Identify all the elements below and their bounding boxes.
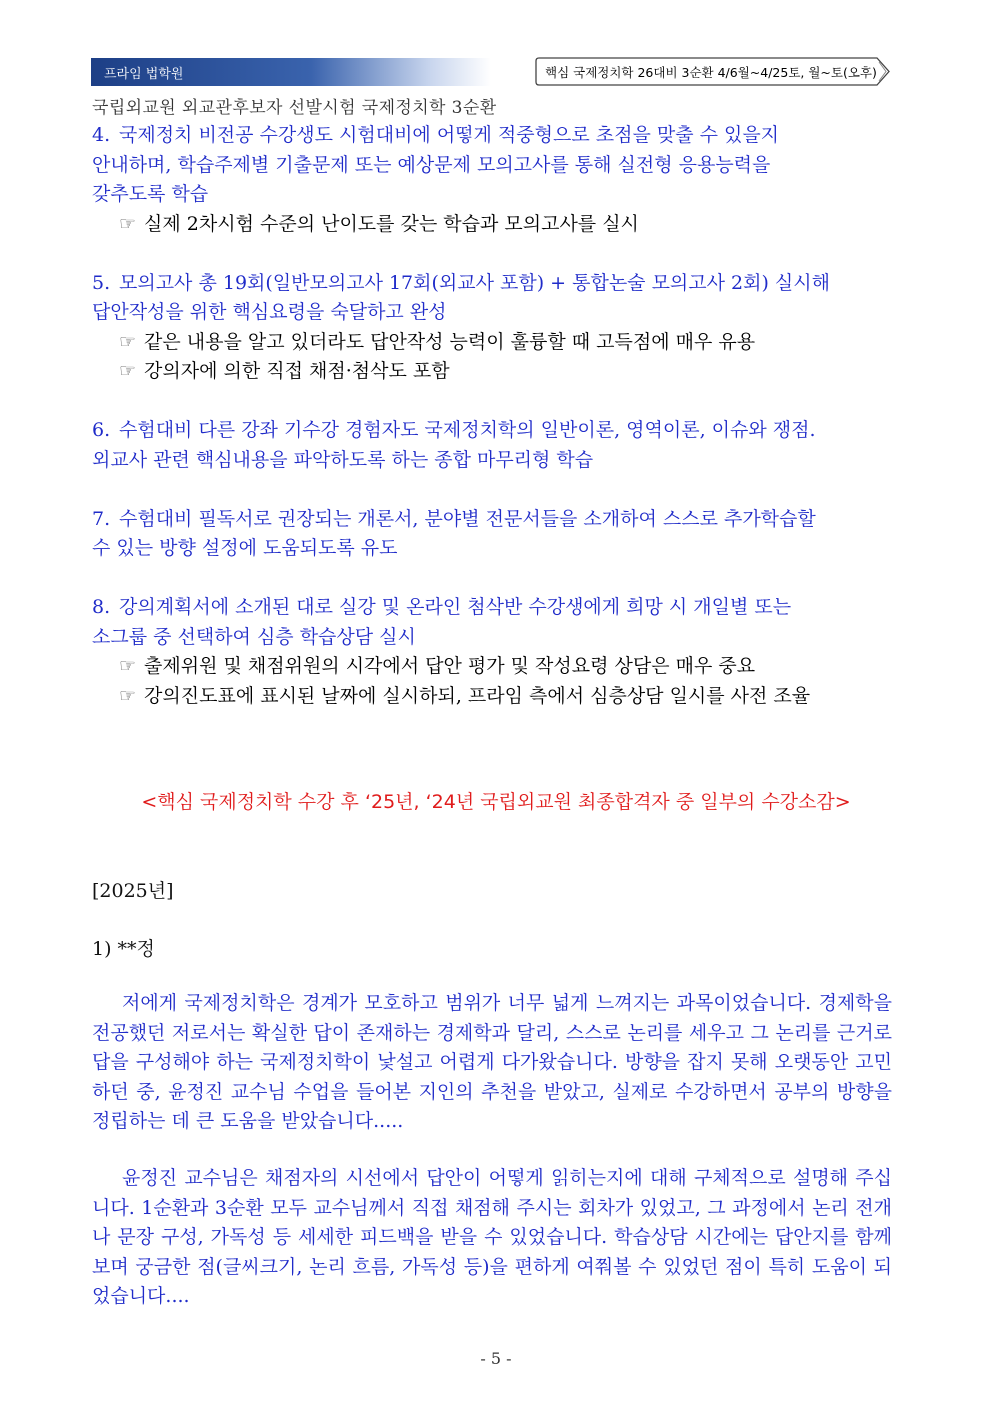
list-item-note	[92, 357, 892, 387]
note-text: 실제 2차시험 수준의 난이도를 갖는 학습과 모의고사를 실시	[144, 212, 639, 235]
list-item-line: 갖추도록 학습	[92, 183, 209, 205]
list-item-note	[92, 652, 892, 682]
list-item-line	[92, 416, 892, 446]
pointing-hand-icon: ☞	[119, 212, 137, 235]
list-item-line: 소그룹 중 선택하여 심층 학습상담 실시	[92, 625, 416, 648]
pointing-hand-icon: ☞	[119, 655, 137, 677]
item-spacer	[92, 564, 892, 594]
list-item-line: 외교사 관련 핵심내용을 파악하도록 하는 종합 마무리형 학습	[92, 448, 594, 471]
list-item-text: 수험대비 필독서로 권장되는 개론서, 분야별 전문서들을 소개하여 스스로 추가학습할	[119, 507, 816, 530]
note-text: 강의진도표에 표시된 날짜에 실시하되, 프라임 측에서 심층상담 일시를 사전 조율	[144, 684, 811, 707]
brand-name: 프라임 법학원	[104, 67, 184, 82]
note-text: 출제위원 및 채점위원의 시각에서 답안 평가 및 작성요령 상담은 매우 중요	[144, 655, 756, 677]
pointing-hand-icon: ☞	[119, 360, 137, 382]
list-item-line	[92, 121, 892, 151]
list-item-text: 수험대비 다른 강좌 기수강 경험자도 국제정치학의 일반이론, 영역이론, 이슈와 쟁점.	[119, 419, 816, 441]
course-info-box	[535, 57, 889, 85]
list-item-number: 8.	[92, 596, 111, 618]
course-info-text: 핵심 국제정치학 26대비 3순환 4/6월~4/25토, 월~토(오후)	[545, 65, 877, 80]
review-year: [2025년]	[92, 880, 174, 902]
pointing-hand-icon: ☞	[119, 330, 137, 353]
list-item-text: 강의계획서에 소개된 대로 실강 및 온라인 첨삭반 수강생에게 희망 시 개일별 또는	[119, 596, 792, 618]
review-paragraph: 저에게 국제정치학은 경계가 모호하고 범위가 너무 넓게 느껴지는 과목이었습니다. 경제학을 전공했던 저로서는 확실한 답이 존재하는 경제학과 달리, 스스로 논리를 세우고 그 논리를 근거로 답을 구성해야 하는 국제정치학이 낯설고 어렵게 다가왔습니다. 방향을 잡지 못해 오랫동안 고민하던 중, 윤정진 교수님 수업을 들어본 지인의 추천을 받았고, 실제로 수강하면서 공부의 방향을 정립하는 데 큰 도움을 받았습니다.....	[92, 992, 892, 1132]
list-item-number: 6.	[92, 419, 111, 441]
list-item-note	[92, 328, 892, 358]
list-item-line: 답안작성을 위한 핵심요령을 숙달하고 완성	[92, 301, 447, 323]
program-items	[92, 121, 892, 711]
item-spacer	[92, 239, 892, 269]
item-spacer	[92, 475, 892, 505]
list-item-number: 4.	[92, 124, 111, 146]
list-item-line	[92, 269, 892, 299]
reviews-title: <핵심 국제정치학 수강 후 ‘25년, ‘24년 국립외교원 최종합격자 중 일부의 수강소감>	[141, 791, 851, 813]
list-item-line	[92, 593, 892, 623]
item-spacer	[92, 387, 892, 417]
document-subtitle: 국립외교원 외교관후보자 선발시험 국제정치학 3순환	[92, 98, 497, 118]
reviewer-name: 1) **정	[92, 938, 155, 960]
review-paragraph: 윤정진 교수님은 채점자의 시선에서 답안이 어떻게 읽히는지에 대해 구체적으로 설명해 주십니다. 1순환과 3순환 모두 교수님께서 직접 채점해 주시는 회차가 있었고, 그 과정에서 논리 전개나 문장 구성, 가독성 등 세세한 피드백을 받을 수 있었습니다. 학습상담 시간에는 답안지를 함께 보며 궁금한 점(글씨크기, 논리 흐름, 가독성 등)을 편하게 여쭤볼 수 있었던 점이 특히 도움이 되었습니다....	[92, 1167, 892, 1307]
list-item-note	[92, 210, 892, 240]
list-item-note	[92, 682, 892, 712]
header-brand-bar	[91, 58, 491, 86]
page-number: - 5 -	[480, 1349, 512, 1368]
list-item-line: 안내하며, 학습주제별 기출문제 또는 예상문제 모의고사를 통해 실전형 응용능력을	[92, 153, 771, 176]
note-text: 같은 내용을 알고 있더라도 답안작성 능력이 훌륭할 때 고득점에 매우 유용	[144, 330, 756, 353]
note-text: 강의자에 의한 직접 채점·첨삭도 포함	[144, 360, 450, 382]
pointing-hand-icon: ☞	[119, 684, 137, 707]
list-item-text: 국제정치 비전공 수강생도 시험대비에 어떻게 적중형으로 초점을 맞출 수 있을지	[119, 124, 780, 146]
list-item-text: 모의고사 총 19회(일반모의고사 17회(외교사 포함) + 통합논술 모의고사 2회) 실시해	[119, 271, 830, 294]
list-item-number: 7.	[92, 507, 111, 530]
list-item-line	[92, 505, 892, 535]
list-item-line: 수 있는 방향 설정에 도움되도록 유도	[92, 537, 398, 559]
list-item-number: 5.	[92, 271, 111, 294]
